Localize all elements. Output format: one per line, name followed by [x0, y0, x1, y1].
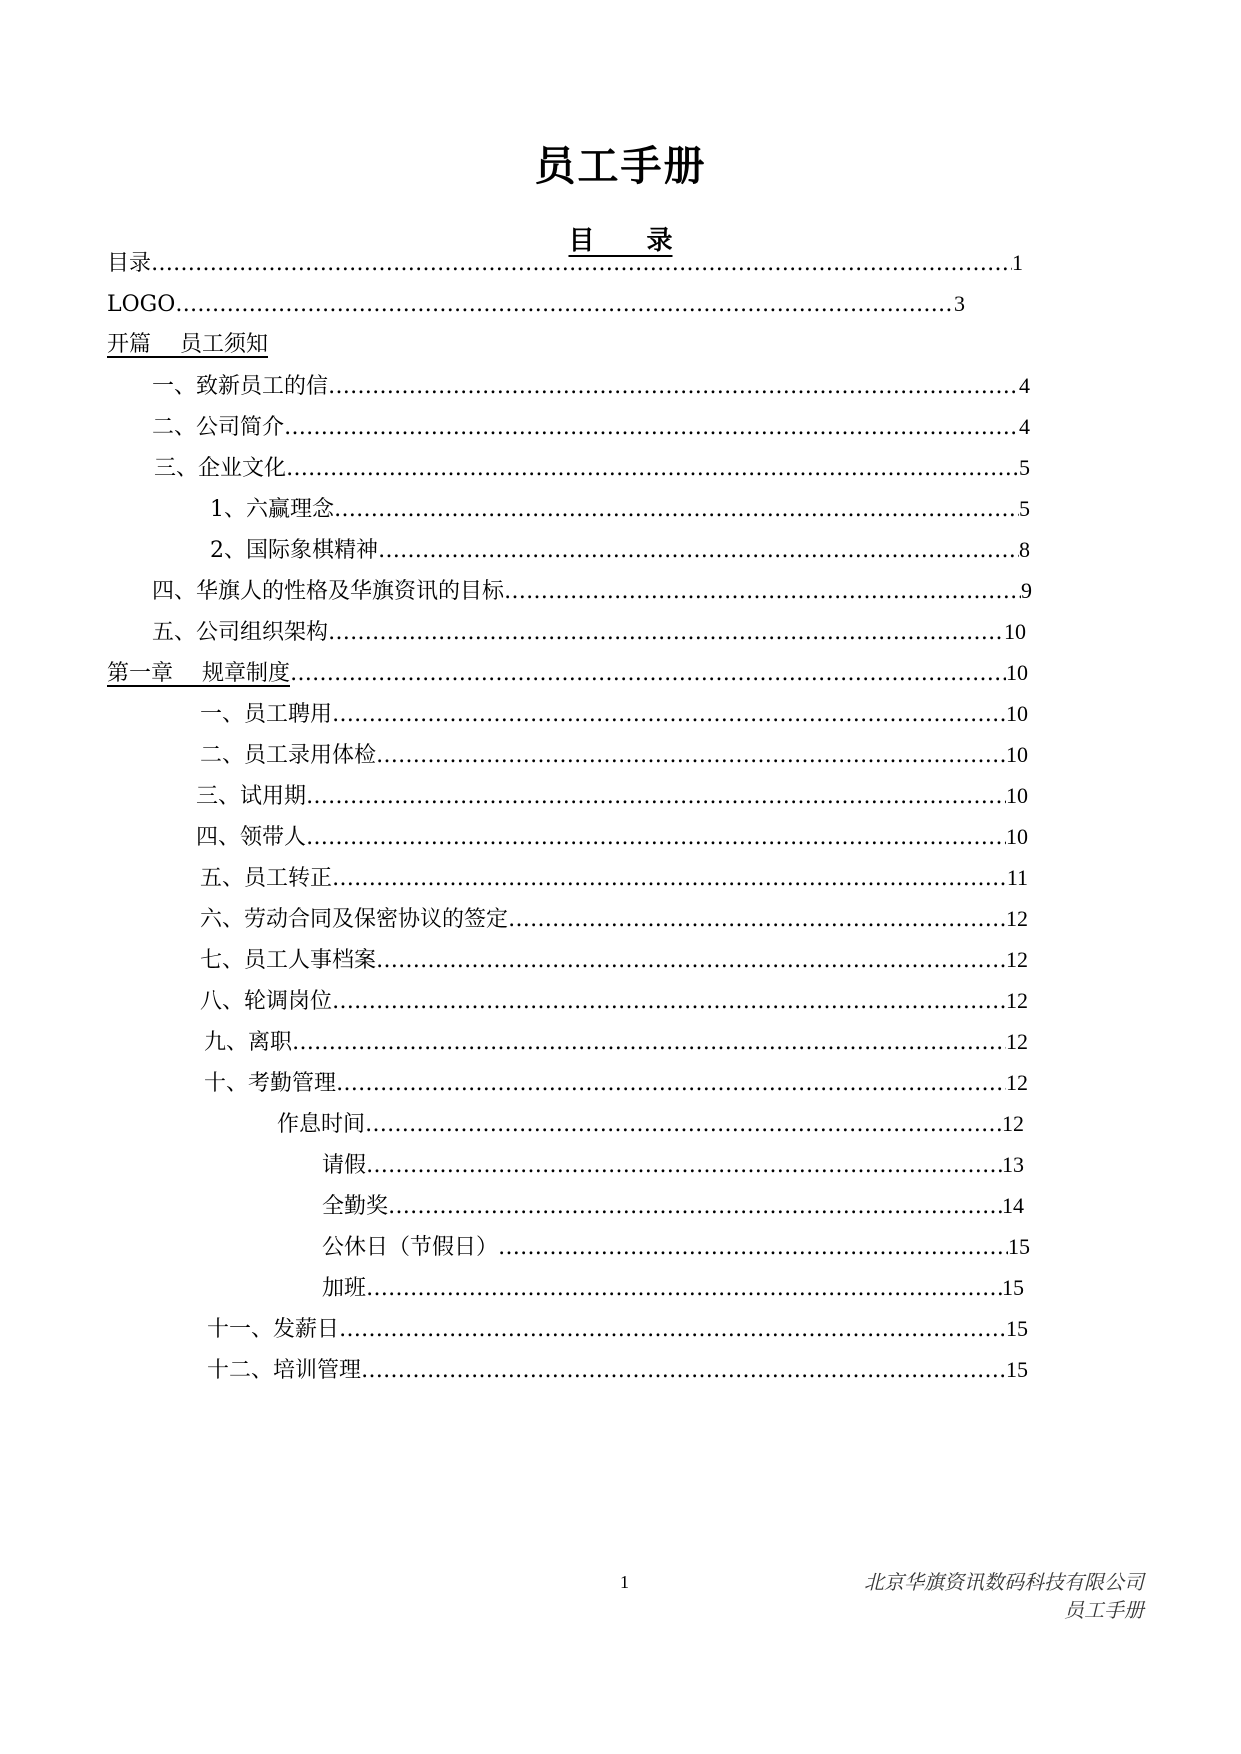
toc-entry-label: 十、考勤管理: [204, 1071, 337, 1096]
toc-entry-label: 十一、发薪日: [207, 1317, 340, 1342]
toc-entry-label: 五、公司组织架构: [152, 620, 329, 645]
leader-dots: [332, 862, 1007, 895]
toc-entry-label: LOGO: [107, 292, 176, 317]
leader-dots: [376, 944, 1006, 977]
toc-entry-page: 15: [1002, 1275, 1024, 1300]
toc-entry-label: 四、领带人: [196, 825, 307, 850]
toc-entry[interactable]: [204, 1025, 1028, 1059]
toc-entry[interactable]: [154, 451, 1030, 485]
toc-section-label: 第一章 规章制度: [107, 661, 290, 686]
leader-dots: [504, 575, 1021, 608]
leader-dots: [306, 780, 1006, 813]
leader-dots: [284, 411, 1019, 444]
toc-entry-label: 全勤奖: [322, 1194, 389, 1219]
toc-entry-label: 五、员工转正: [200, 866, 333, 891]
leader-dots: [366, 1149, 1002, 1182]
toc-entry[interactable]: [210, 533, 1030, 567]
toc-entry-label: 目录: [107, 251, 152, 276]
toc-entry-label: 2、国际象棋精神: [210, 538, 378, 563]
toc-entry-label: 六、劳动合同及保密协议的签定: [200, 907, 509, 932]
toc-section-kaipian[interactable]: [107, 328, 407, 362]
leader-dots: [508, 903, 1006, 936]
toc-entry-page: 11: [1006, 865, 1028, 890]
toc-entry-label: 三、试用期: [196, 784, 307, 809]
toc-entry-page: 12: [1002, 1111, 1024, 1136]
toc-entry-label: 作息时间: [277, 1112, 366, 1137]
toc-entry[interactable]: [322, 1148, 1024, 1182]
toc-entry[interactable]: [200, 738, 1028, 772]
leader-dots: [378, 534, 1019, 567]
toc-entry-page: 10: [1006, 660, 1028, 685]
toc-entry-label: 请假: [322, 1153, 367, 1178]
toc-entry-page: 4: [1019, 414, 1030, 439]
toc-entry-page: 9: [1021, 578, 1032, 603]
toc-entry[interactable]: [196, 779, 1028, 813]
toc-entry-page: 14: [1002, 1193, 1024, 1218]
toc-heading-text: 目 录: [568, 226, 673, 256]
leader-dots: [366, 1272, 1002, 1305]
leader-dots: [361, 1354, 1006, 1387]
toc-entry-page: 13: [1002, 1152, 1024, 1177]
toc-entry-page: 15: [1006, 1357, 1028, 1382]
toc-entry-label: 三、企业文化: [154, 456, 287, 481]
toc-entry[interactable]: [200, 697, 1028, 731]
toc-entry[interactable]: [196, 820, 1028, 854]
toc-entry[interactable]: [152, 615, 1026, 649]
toc-entry-page: 5: [1019, 496, 1030, 521]
leader-dots: [498, 1231, 1008, 1264]
footer-company-name: 北京华旗资讯数码科技有限公司: [864, 1570, 1144, 1594]
toc-entry-label: 七、员工人事档案: [200, 948, 377, 973]
toc-entry-page: 8: [1019, 537, 1030, 562]
toc-entry[interactable]: [207, 1312, 1028, 1346]
toc-entry-page: 3: [954, 291, 965, 316]
toc-entry-label: 十二、培训管理: [207, 1358, 362, 1383]
toc-entry-label: 二、员工录用体检: [200, 743, 377, 768]
toc-entry-label: 四、华旗人的性格及华旗资讯的目标: [152, 579, 505, 604]
leader-dots: [332, 985, 1006, 1018]
toc-entry-label: 1、六赢理念: [210, 497, 334, 522]
leader-dots: [286, 452, 1019, 485]
leader-dots: [332, 698, 1006, 731]
leader-dots: [328, 616, 1004, 649]
footer-company-block: [864, 1568, 1144, 1624]
toc-entry-label: 一、致新员工的信: [152, 374, 329, 399]
toc-entry-label: 八、轮调岗位: [200, 989, 333, 1014]
leader-dots: [388, 1190, 1002, 1223]
toc-entry[interactable]: [277, 1107, 1024, 1141]
toc-entry-page: 10: [1006, 824, 1028, 849]
toc-entry-page: 1: [1012, 250, 1023, 275]
toc-entry-page: 15: [1008, 1234, 1030, 1259]
leader-dots: [175, 288, 954, 321]
toc-entry-label: 二、公司简介: [152, 415, 285, 440]
toc-entry-label: 公休日（节假日）: [322, 1235, 499, 1260]
toc-entry-page: 10: [1006, 742, 1028, 767]
toc-entry-page: 12: [1006, 988, 1028, 1013]
toc-entry[interactable]: [200, 984, 1028, 1018]
toc-entry-mulu[interactable]: [107, 246, 1023, 280]
toc-entry-page: 12: [1006, 1070, 1028, 1095]
footer-manual-name: 员工手册: [1064, 1598, 1144, 1622]
toc-entry[interactable]: [152, 410, 1030, 444]
toc-entry-page: 12: [1006, 906, 1028, 931]
toc-entry[interactable]: [322, 1189, 1024, 1223]
toc-entry-page: 12: [1006, 1029, 1028, 1054]
leader-dots: [328, 370, 1019, 403]
toc-entry-page: 12: [1006, 947, 1028, 972]
toc-entry-label: 加班: [322, 1276, 367, 1301]
toc-section-chapter-1[interactable]: [107, 656, 1028, 690]
leader-dots: [306, 821, 1006, 854]
toc-entry[interactable]: [200, 943, 1028, 977]
toc-entry-page: 10: [1006, 783, 1028, 808]
toc-entry-page: 10: [1006, 701, 1028, 726]
toc-section-label: 开篇 员工须知: [107, 332, 268, 357]
document-title: 员工手册: [534, 142, 707, 190]
leader-dots: [365, 1108, 1002, 1141]
toc-entry[interactable]: [200, 902, 1028, 936]
leader-dots: [336, 1067, 1006, 1100]
leader-dots: [292, 1026, 1006, 1059]
toc-entry-label: 一、员工聘用: [200, 702, 333, 727]
toc-entry[interactable]: [204, 1066, 1028, 1100]
toc-entry-label: 九、离职: [204, 1030, 293, 1055]
toc-entry-page: 10: [1004, 619, 1026, 644]
footer-page-number: 1: [620, 1572, 629, 1592]
toc-entry[interactable]: [152, 369, 1030, 403]
toc-entry-page: 4: [1019, 373, 1030, 398]
leader-dots: [376, 739, 1006, 772]
toc-entry-page: 15: [1006, 1316, 1028, 1341]
toc-entry[interactable]: [210, 492, 1030, 526]
toc-entry[interactable]: [207, 1353, 1028, 1387]
leader-dots: [151, 247, 1012, 280]
toc-entry-page: 5: [1019, 455, 1030, 480]
toc-entry[interactable]: [322, 1271, 1024, 1305]
toc-entry[interactable]: [200, 861, 1028, 895]
toc-entry-logo[interactable]: [107, 287, 965, 321]
leader-dots: [334, 493, 1019, 526]
leader-dots: [339, 1313, 1006, 1346]
toc-entry[interactable]: [152, 574, 1032, 608]
toc-entry[interactable]: [322, 1230, 1030, 1264]
leader-dots: [290, 657, 1006, 690]
